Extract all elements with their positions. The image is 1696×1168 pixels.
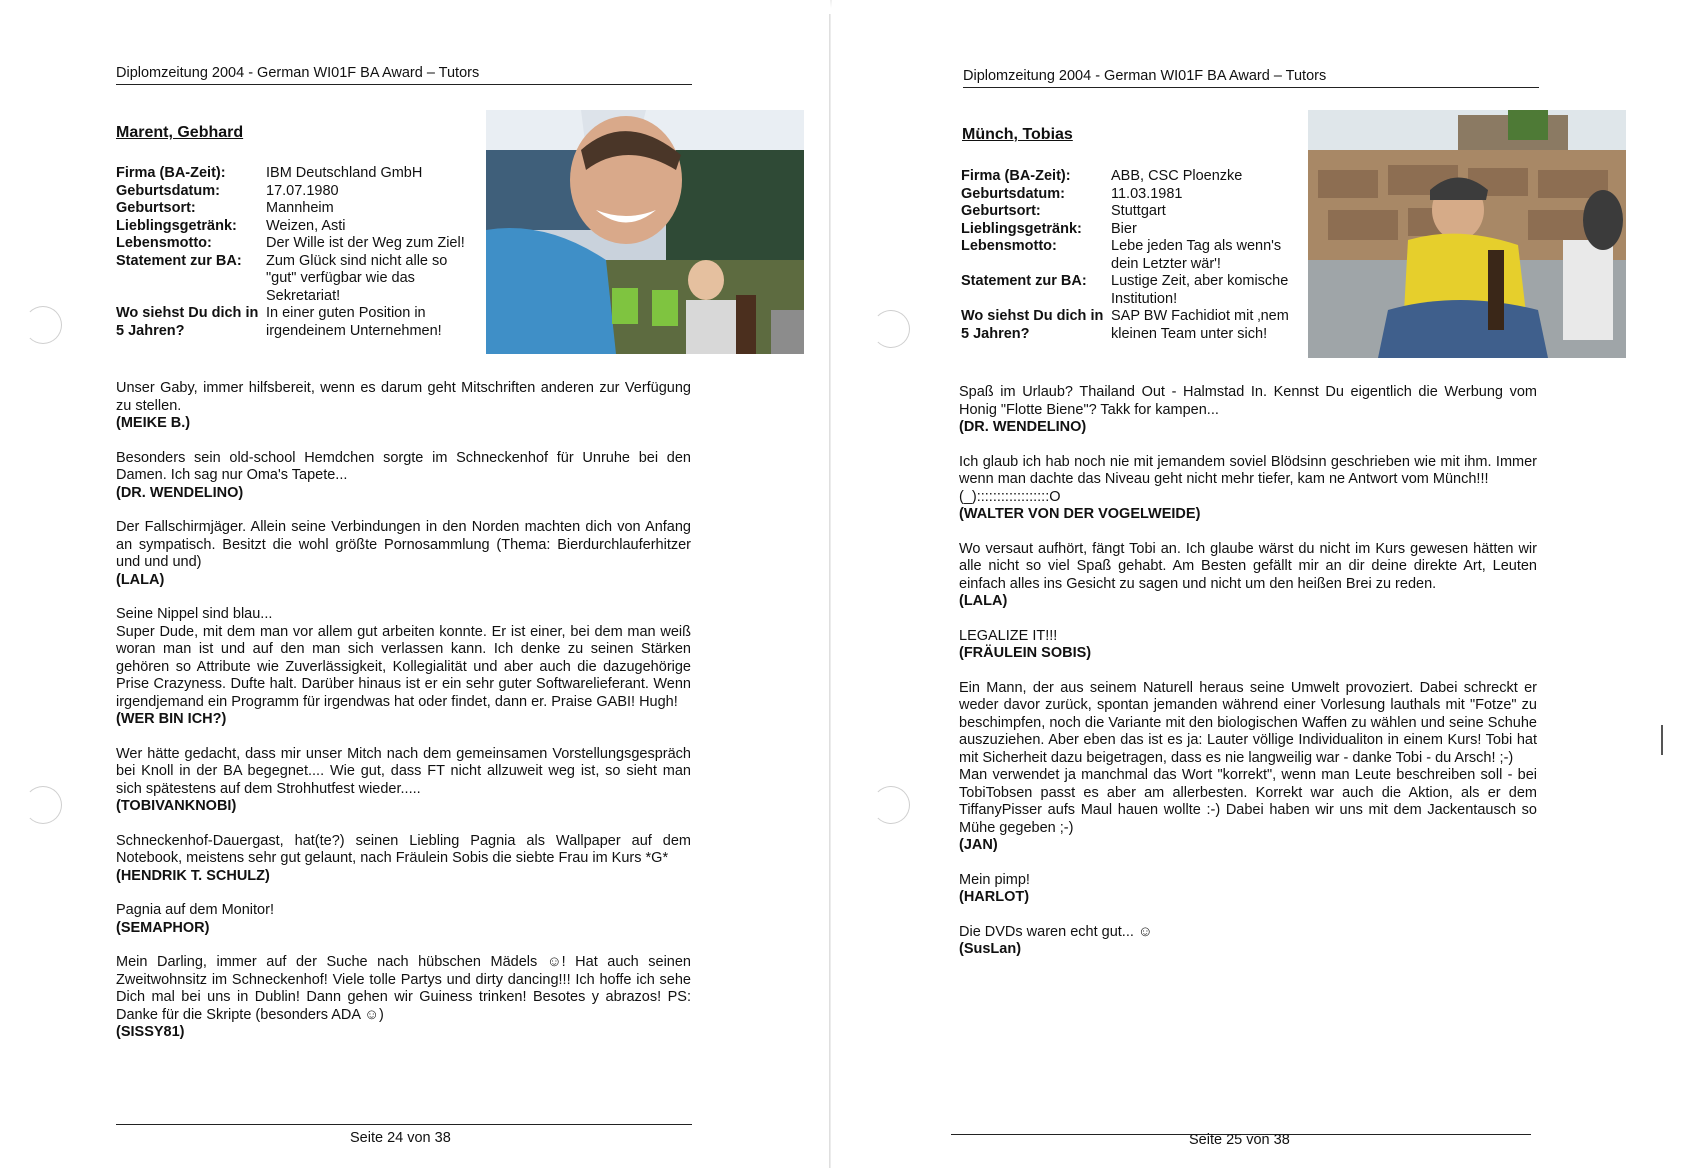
comment-author: (WER BIN ICH?)	[116, 711, 227, 727]
profile-value: Weizen, Asti	[266, 217, 346, 234]
comment	[959, 628, 1537, 663]
profile-value: ABB, CSC Ploenzke	[1111, 168, 1243, 184]
comment-author: (JAN)	[959, 837, 998, 853]
comment	[959, 384, 1537, 437]
profile-label: Lebensmotto:	[961, 238, 1057, 254]
profile-row	[961, 273, 1321, 308]
person-name: Marent, Gebhard	[116, 124, 244, 141]
profile-value: Lebe jeden Tag als wenn's dein Letzter wär'!	[1111, 238, 1282, 272]
profile-value: In einer guten Position in irgendeinem Unternehmen!	[266, 305, 442, 339]
comment	[116, 519, 691, 589]
comment	[959, 924, 1537, 959]
right-page	[832, 0, 1696, 1168]
profile-value: Lustige Zeit, aber komische Institution!	[1111, 273, 1289, 307]
profile-row	[961, 238, 1321, 273]
comment-author: (SEMAPHOR)	[116, 919, 210, 936]
footer-rule	[116, 1124, 692, 1125]
person-name: Münch, Tobias	[962, 126, 1073, 143]
comment	[116, 380, 691, 433]
page-header: Diplomzeitung 2004 - German WI01F BA Award – Tutors	[116, 64, 692, 85]
comment	[116, 746, 691, 816]
profile-value: Zum Glück sind nicht alle so "gut" verfügbar wie das Sekretariat!	[266, 252, 448, 304]
comment	[116, 606, 691, 729]
comment-author: (DR. WENDELINO)	[959, 419, 1087, 435]
profile-value: Der Wille ist der Weg zum Ziel!	[266, 235, 465, 251]
comment-text: Unser Gaby, immer hilfsbereit, wenn es darum geht Mitschriften anderen zur Verfügung zu stellen.	[116, 380, 691, 414]
punch-hole-icon	[24, 306, 62, 344]
profile-label: Wo siehst Du dich in 5 Jahren?	[961, 308, 1104, 342]
comment-text: Spaß im Urlaub? Thailand Out - Halmstad In. Kennst Du eigentlich die Werbung vom Honig "Flotte Biene"? Takk for kampen...	[959, 384, 1537, 418]
profile-label: Statement zur BA:	[961, 273, 1087, 289]
comment-author: (MEIKE B.)	[116, 415, 191, 431]
profile-label: Geburtsort:	[961, 203, 1041, 219]
profile-row	[961, 203, 1321, 221]
comment-text: Ich glaub ich hab noch nie mit jemandem soviel Blödsinn geschrieben wie mit ihm. Immer wenn man dachte das Niveau geht nicht mehr tiefer, kam ne Antwort vom Münch!!! (_)::::::::::::::::::O	[959, 453, 1537, 505]
profile-label: Geburtsort:	[116, 200, 196, 216]
profile-label: Statement zur BA:	[116, 252, 242, 269]
profile-row	[116, 253, 476, 306]
comment-author: (SISSY81)	[116, 1024, 185, 1040]
comment-text: Mein Darling, immer auf der Suche nach hübschen Mädels ☺! Hat auch seinen Zweitwohnsitz im Schneckenhof! Viele tolle Partys und dirty dancing!!! Ich hoffe ich sehe Dich mal bei uns in Dublin! Dann gehen wir Guiness trinken! Besotes y abrazos! PS: Danke für die Skripte (besonders ADA ☺)	[116, 954, 691, 1023]
comment-text: Schneckenhof-Dauergast, hat(te?) seinen Liebling Pagnia als Wallpaper auf dem Notebook, meistens sehr gut gelaunt, nach Fräulein Sobis die siebte Frau im Kurs *G*	[116, 832, 691, 866]
profile-value: SAP BW Fachidiot mit ‚nem kleinen Team unter sich!	[1111, 308, 1289, 342]
comment	[959, 872, 1537, 907]
comment	[116, 954, 691, 1042]
profile-value: Mannheim	[266, 200, 334, 216]
punch-hole-icon	[872, 310, 910, 348]
scan-edge-mark	[1661, 725, 1663, 755]
profile-value: IBM Deutschland GmbH	[266, 165, 423, 181]
comment	[959, 541, 1537, 611]
profile-row	[961, 168, 1321, 186]
comment-text: Der Fallschirmjäger. Allein seine Verbindungen in den Norden machten dich von Anfang an sympatisch. Besitzt die wohl größte Pornosammlung (Thema: Bierdurchlauferhitzer und und und)	[116, 519, 691, 570]
profile-label: Firma (BA-Zeit):	[961, 168, 1071, 184]
profile-table	[961, 168, 1321, 343]
comment-author: (LALA)	[959, 593, 1008, 609]
profile-row	[116, 200, 476, 218]
profile-row	[961, 221, 1321, 239]
profile-value: Stuttgart	[1111, 203, 1166, 219]
profile-label: Wo siehst Du dich in 5 Jahren?	[116, 305, 259, 339]
comment-author: (FRÄULEIN SOBIS)	[959, 645, 1092, 661]
comment-text: Ein Mann, der aus seinem Naturell heraus seine Umwelt provoziert. Dabei schreckt er weder davor zurück, spontan jemanden während einer Vorlesung lauthals mit "Fotze" zu beschimpfen, noch die Variante mit den biologischen Waffen zu wählen und seine Schuhe auszuziehen. Aber eben das ist es ja: Lauter völlige Individualiton in einem Kurs! Tobi hat mit Sicherheit dazu beigetragen, dass es nie langweilig war - danke Tobi - du Arsch! ;-) Man verwendet ja manchmal das Wort "korrekt", wenn man Leute beschreiben soll - bei TobiTobsen passt es aber am allerbesten. Korrekt war auch die Aktion, als er dem TiffanyPisser aufs Maul hauen wollte :-) Dabei haben wir uns mit dem Jackentausch so Mühe gegeben ;-)	[959, 679, 1537, 836]
comment	[116, 902, 691, 937]
comment-text: Die DVDs waren echt gut... ☺	[959, 923, 1153, 940]
page-header: Diplomzeitung 2004 - German WI01F BA Award – Tutors	[963, 67, 1539, 88]
photo-graphic	[1308, 110, 1626, 358]
comments-list	[959, 384, 1537, 976]
photo-graphic	[486, 110, 804, 354]
profile-value: 11.03.1981	[1111, 185, 1183, 202]
comments-list	[116, 380, 691, 1059]
profile-row	[116, 235, 476, 253]
page-number: Seite 25 von 38	[1189, 1132, 1290, 1148]
profile-row	[116, 218, 476, 236]
punch-hole-icon	[24, 786, 62, 824]
profile-label: Lebensmotto:	[116, 235, 212, 251]
comment-author: (DR. WENDELINO)	[116, 484, 244, 501]
comment-text: Besonders sein old-school Hemdchen sorgte im Schneckenhof für Unruhe bei den Damen. Ich sag nur Oma's Tapete...	[116, 449, 691, 483]
profile-value: Bier	[1111, 220, 1137, 237]
comment	[116, 833, 691, 886]
comment-text: Wer hätte gedacht, dass mir unser Mitch nach dem gemeinsamen Vorstellungsgespräch bei Knoll in der BA begegnet.... Wie gut, dass FT nicht allzuweit weg ist, so sieht man sich spätestens auf dem Strohhutfest wieder.....	[116, 745, 691, 797]
profile-row	[961, 186, 1321, 204]
comment-author: (TOBIVANKNOBI)	[116, 798, 237, 814]
comment	[116, 450, 691, 503]
page-number: Seite 24 von 38	[350, 1130, 451, 1146]
comment-author: (SusLan)	[959, 941, 1022, 957]
profile-row	[116, 165, 476, 183]
comment-text: LEGALIZE IT!!!	[959, 627, 1058, 644]
comment	[959, 454, 1537, 524]
comment-author: (LALA)	[116, 571, 165, 588]
profile-table	[116, 165, 476, 340]
punch-hole-icon	[872, 786, 910, 824]
profile-label: Firma (BA-Zeit):	[116, 165, 226, 181]
comment-author: (WALTER VON DER VOGELWEIDE)	[959, 506, 1201, 522]
comment-text: Wo versaut aufhört, fängt Tobi an. Ich glaube wärst du nicht im Kurs gewesen hätten wir alle nicht so viel Spaß gehabt. Am Besten gefällt mir an dir deine direkte Art, Leuten einfach alles ins Gesicht zu sagen und nicht um den heißen Brei zu reden.	[959, 540, 1537, 592]
person-photo-icon	[1308, 110, 1626, 358]
comment-text: Seine Nippel sind blau... Super Dude, mit dem man vor allem gut arbeiten konnte. Er ist einer, bei dem man weiß woran man ist und auf den man sich verlassen kann. Ich denke zu seinen Stärken gehören so Attribute wie Zuverlässigkeit, Kollegialität und aber auch die dazugehörige Prise Crazyness. Dufte halt. Darüber hinaus ist er ein sehr guter Softwarelieferant. Wenn irgendjemand ein Programm für irgendwas hat oder findet, dann er. Praise GABI! Hugh!	[116, 606, 691, 710]
comment-text: Mein pimp!	[959, 871, 1030, 888]
comment-author: (HENDRIK T. SCHULZ)	[116, 867, 270, 884]
comment-author: (HARLOT)	[959, 889, 1030, 905]
person-photo-icon	[486, 110, 804, 354]
profile-label: Geburtsdatum:	[116, 182, 220, 199]
profile-row	[116, 183, 476, 201]
page-gutter	[829, 14, 831, 1168]
profile-value: 17.07.1980	[266, 182, 339, 199]
profile-label: Geburtsdatum:	[961, 185, 1065, 202]
profile-row	[961, 308, 1321, 343]
comment-text: Pagnia auf dem Monitor!	[116, 902, 274, 918]
left-page	[0, 0, 830, 1168]
comment	[959, 680, 1537, 855]
profile-label: Lieblingsgetränk:	[961, 220, 1082, 237]
profile-label: Lieblingsgetränk:	[116, 217, 237, 234]
profile-row	[116, 305, 476, 340]
